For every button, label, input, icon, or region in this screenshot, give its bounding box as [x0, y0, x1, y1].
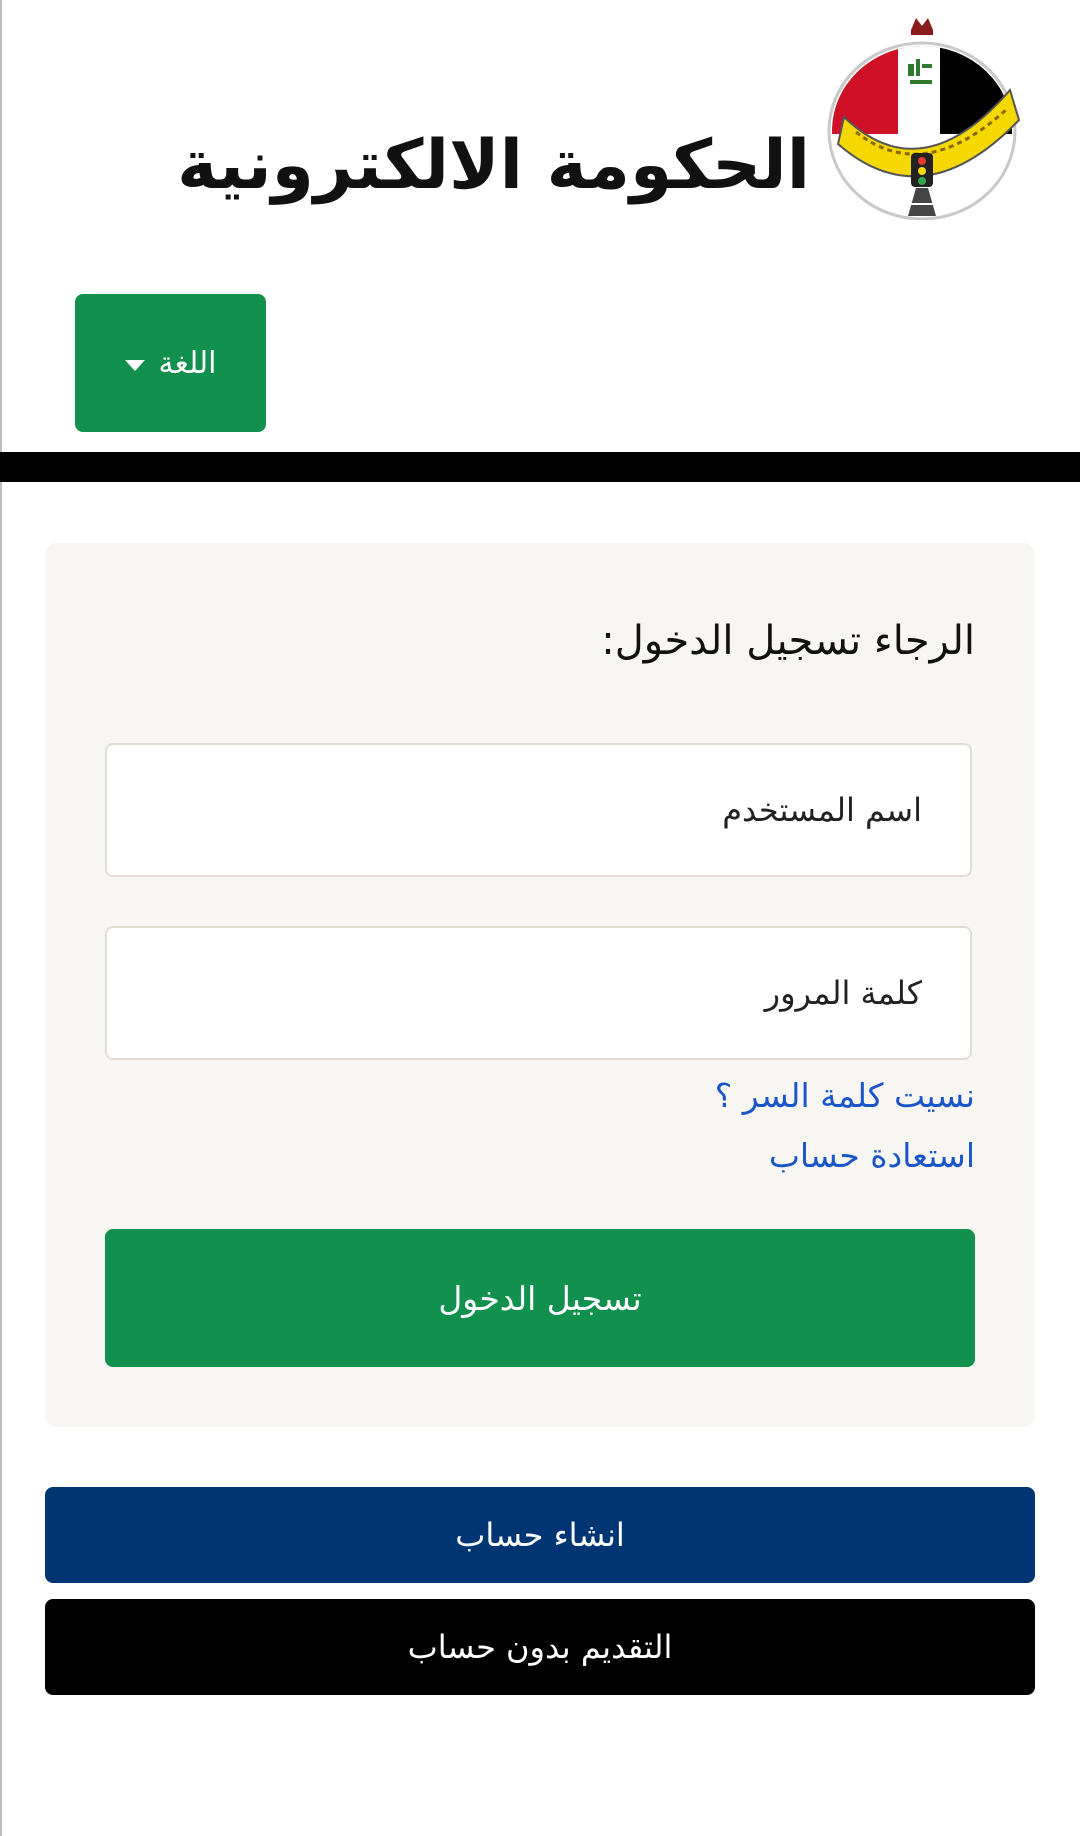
password-input[interactable] [105, 926, 972, 1060]
login-button[interactable] [105, 1229, 975, 1367]
apply-without-account-button[interactable] [45, 1599, 1035, 1695]
login-button-label: تسجيل الدخول [438, 1278, 642, 1318]
site-title: الحكومة الالكترونية [177, 125, 810, 205]
username-input[interactable] [105, 743, 972, 877]
logo [812, 14, 1032, 220]
traffic-emblem-icon [812, 14, 1032, 220]
caret-down-icon [125, 360, 145, 371]
apply-without-account-label: التقديم بدون حساب [407, 1628, 673, 1666]
language-button-label: اللغة [158, 345, 217, 381]
header-divider [0, 452, 1080, 482]
site-header [0, 0, 1080, 452]
language-button[interactable] [75, 294, 266, 432]
create-account-button[interactable] [45, 1487, 1035, 1583]
login-card [45, 543, 1035, 1427]
recover-account-link[interactable]: استعادة حساب [768, 1136, 975, 1175]
create-account-label: انشاء حساب [455, 1516, 625, 1554]
login-prompt: الرجاء تسجيل الدخول: [601, 618, 975, 664]
forgot-password-link[interactable]: نسيت كلمة السر ؟ [714, 1076, 975, 1115]
